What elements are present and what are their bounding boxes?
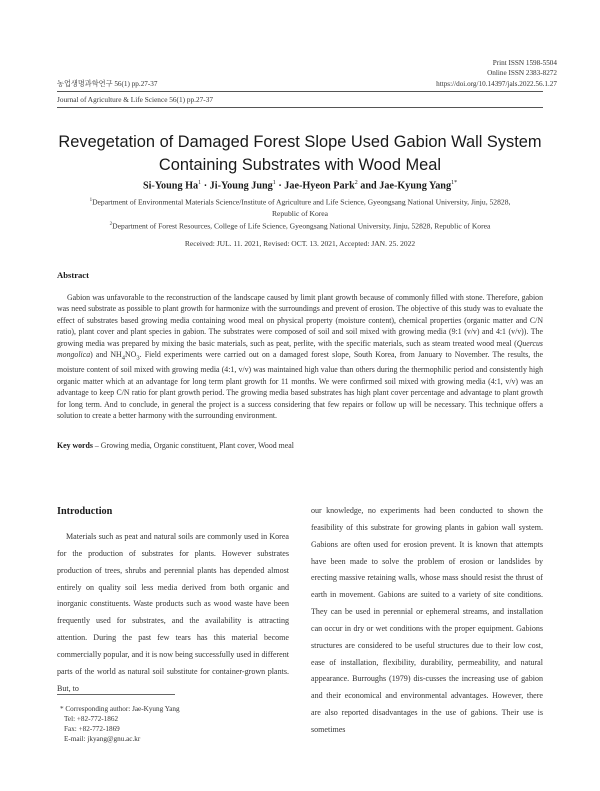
title-line-2: Containing Substrates with Wood Meal [158, 155, 442, 174]
affiliation-2 [62, 219, 538, 232]
affiliation-1 [62, 195, 538, 219]
keywords-label: Key words [57, 441, 93, 450]
affiliation-mark: 1 [89, 198, 93, 203]
footnote-author: * Corresponding author: Jae-Kyung Yang [60, 705, 180, 713]
journal-english-citation: Journal of Agriculture & Life Science 56(1) pp.27-37 [57, 95, 214, 104]
header-divider-bottom [57, 107, 543, 108]
abstract-body [57, 292, 543, 422]
author-list [40, 180, 560, 191]
footnote-email[interactable]: E-mail: jkyang@gnu.ac.kr [64, 735, 141, 744]
paragraph: Materials such as peat and natural soils are commonly used in Korea for the production of substrates for plants. However substrates production of trees, shrubs and perennial plants has depended almost entirely on quality soil less media derived from both organic and inorganic constituents. Waste products such as wood waste have been frequently used for substrates, and the availability is attracting attention. During the past few tears has this material become commercially popular, and it is now being successfully used in different parts of the world as natural soil substitute for container-grown plants. But, to [57, 532, 289, 693]
doi-link[interactable]: https://doi.org/10.14397/jals.2022.56.1.27 [436, 79, 557, 88]
author-separator: · [275, 180, 285, 192]
keywords-line [57, 441, 294, 450]
keywords-dash: – [92, 441, 101, 450]
abstract-heading: Abstract [57, 270, 89, 280]
introduction-left-column [57, 529, 289, 697]
author-name: Si-Young Ha [142, 180, 199, 192]
author-name: Jae-Hyeon Park [284, 180, 355, 192]
footnote-tel: Tel: +82-772-1862 [64, 715, 119, 724]
corresponding-author-footnote [60, 704, 180, 744]
article-title [40, 131, 560, 176]
abstract-text: . Field experiments were carried out on a damaged forest slope, South Korea, from January to November. The results, the moisture content of soil mixed with growing media (4:1, v/v) was maintained high value than others during the thermophilic period and consistently high organic matter which at an advantage for long term plant growth for 11 months. We were confirmed soil mixed with growing media (4:1, v/v) was an advantage to keep C/N ratio for plant growth period. The growing media based substrates has high plant cover percentage and advantage to plant growth for long term. And to conclude, in general the project is a success considering that few repairs or follow up will be necessary. This technique offers a solution to create a better harmony with the surrounding environment. [57, 350, 543, 421]
print-issn: Print ISSN 1598-5504 [492, 59, 557, 67]
affiliation-1-line-2: Republic of Korea [271, 208, 329, 218]
abstract-text: ) and NH [90, 350, 122, 360]
abstract-text: NO [124, 350, 137, 360]
author-conjunction: and [357, 180, 380, 192]
affiliation-mark: 2 [109, 222, 113, 227]
author-separator: · [201, 180, 210, 192]
footnote-fax: Fax: +82-772-1869 [64, 725, 120, 734]
chemical-subscript: 3 [136, 354, 140, 362]
abstract-text: Gabion was unfavorable to the reconstruction of the landscape caused by limit plant growth because of commonly filled with stone. Therefore, gabion was need substrate as possible to plant growth for harmonize with the surroundings and prevent of erosion. The objective of this study was to evaluate the effect of substrates based growing media containing wood meal on physical property (moisture content), chemical properties (organic matter and C/N ratio), plant cover and plant species in gabion. The substrates were composed of soil and soil mixed with growing media (9:1 (v/v) and 4:1 (v/v)). The growing media was prepared by mixing the basic materials, such as peat, perlite, with the specific materials, such as steam treated wood meal ( [57, 293, 543, 348]
author-affiliation-mark: 1 [272, 180, 276, 186]
author-affiliation-mark: 1 [198, 180, 202, 186]
affiliation-1-line-1: Department of Environmental Materials Science/Institute of Agriculture and Life Science, Gyeongsang National University, Jinju, 52828, [92, 197, 511, 207]
author-affiliation-mark: 2 [354, 180, 358, 186]
journal-identifiers [436, 58, 557, 89]
author-name: Ji-Young Jung [209, 180, 273, 192]
received-dates: Received: JUL. 11. 2021, Revised: OCT. 13. 2021, Accepted: JAN. 25. 2022 [184, 239, 416, 248]
header-divider [57, 91, 543, 92]
species-name: Quercus mongolica [57, 338, 543, 360]
affiliation-2-text: Department of Forest Resources, College of Life Science, Gyeongsang National University, Jinju, 52828, Republic of Korea [112, 221, 491, 231]
footnote-divider [57, 694, 175, 695]
title-line-1: Revegetation of Damaged Forest Slope Used Gabion Wall System [58, 133, 542, 151]
journal-korean-citation: 농업생명과학연구 56(1) pp.27-37 [57, 80, 158, 88]
paragraph: our knowledge, no experiments had been conducted to shown the feasibility of this substrate for growing plants in gabion wall system. Gabions are often used for erosion prevent. It is known that attempts have been made to solve the problem of erosion or landslides by erecting massive retaining walls, whose mass should resist the thrust of earth in movement. Gabions are suited to a variety of site conditions. They can be used in perennial or ephemeral streams, and installation can occur in dry or wet conditions with the proper equipment. Gabions structures are considered to be useful structures due to their low cost, ease of installation, flexibility, durability, permeability, and natural appearance. Burroughs (1979) dis-cusses the increasing use of gabion and their economical and environmental advantages. However, there are also reported disadvantages in the use of gabions. Their use is sometimes [311, 506, 543, 734]
introduction-heading: Introduction [57, 506, 113, 517]
introduction-right-column [311, 503, 543, 739]
keywords-list: Growing media, Organic constituent, Plant cover, Wood meal [100, 441, 294, 450]
online-issn: Online ISSN 2383-8272 [487, 69, 557, 78]
chemical-subscript: 4 [121, 354, 125, 362]
author-affiliation-mark: 1* [451, 180, 458, 186]
author-name: Jae-Kyung Yang [379, 180, 452, 192]
